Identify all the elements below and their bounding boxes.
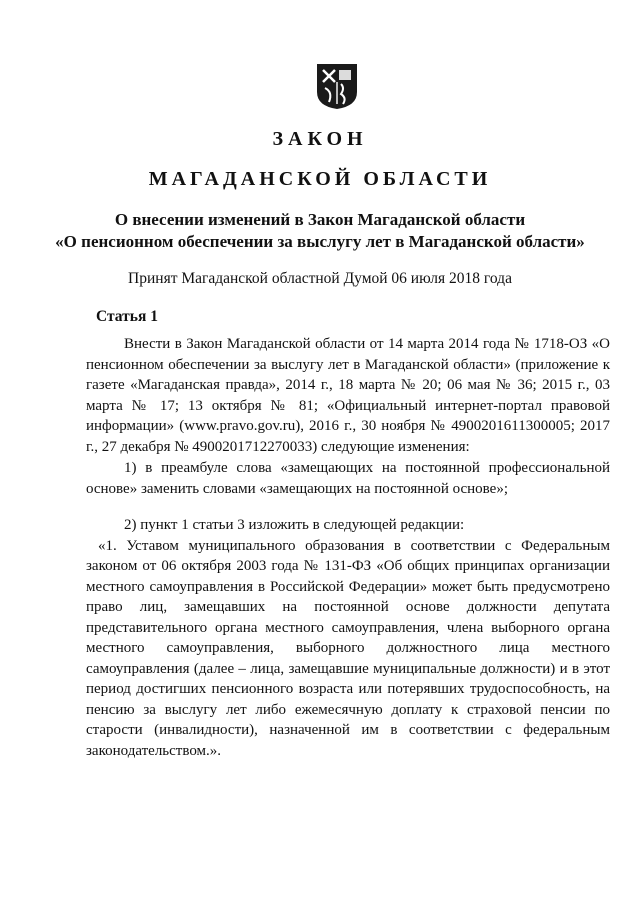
article-heading: Статья 1 — [96, 308, 158, 325]
law-title: ЗАКОН — [272, 128, 368, 150]
article-intro-block — [86, 334, 610, 457]
subtitle-line-1: О внесении изменений в Закон Магаданской области — [114, 210, 526, 229]
coat-of-arms-icon — [315, 62, 359, 110]
item-1-block — [86, 458, 610, 499]
article-intro-paragraph: Внести в Закон Магаданской области от 14 марта 2014 года № 1718-ОЗ «О пенсионном обеспечении за выслугу лет в Магаданской области» (приложение к газете «Магаданская правда», 2014 г., 18 марта № 20; 06 мая № 36; 2015 г., 03 марта № 17; 13 октября № 81; «Официальный интернет-портал правовой информации» (www.pravo.gov.ru), 2016 г., 30 ноября № 4900201611300005; 2017 г., 27 декабря № 4900201712270033) следующие изменения: — [86, 336, 610, 455]
item-1-paragraph: 1) в преамбуле слова «замещающих на постоянной профессиональной основе» заменить словами «замещающих на постоянной основе»; — [86, 460, 610, 497]
subtitle-line-2: «О пенсионном обеспечении за выслугу лет в Магаданской области» — [55, 232, 585, 251]
item-2-quote-paragraph: «1. Уставом муниципального образования в соответствии с Федеральным законом от 06 октября 2003 года № 131-ФЗ «Об общих принципах организации местного самоуправления в Российской Федерации» может быть предусмотрено право лиц, замещавших на постоянной основе должности депутата представительного органа местного самоуправления, члена выборного органа местного самоуправления, выборного должностного лица местного самоуправления (далее – лица, замещавшие муниципальные должности) и в этот период достигших пенсионного возраста или потерявших трудоспособность, на пенсию за выслугу лет либо ежемесячную доплату к страховой пенсии по старости (инвалидности), назначенной им в соответствии с федеральным законодательством.». — [86, 537, 610, 759]
law-subtitle — [0, 209, 640, 253]
region-title: МАГАДАНСКОЙ ОБЛАСТИ — [148, 168, 492, 190]
adoption-line: Принят Магаданской областной Думой 06 июля 2018 года — [128, 270, 512, 287]
item-2-paragraph: 2) пункт 1 статьи 3 изложить в следующей редакции: — [124, 517, 465, 533]
item-2-block — [86, 515, 610, 761]
